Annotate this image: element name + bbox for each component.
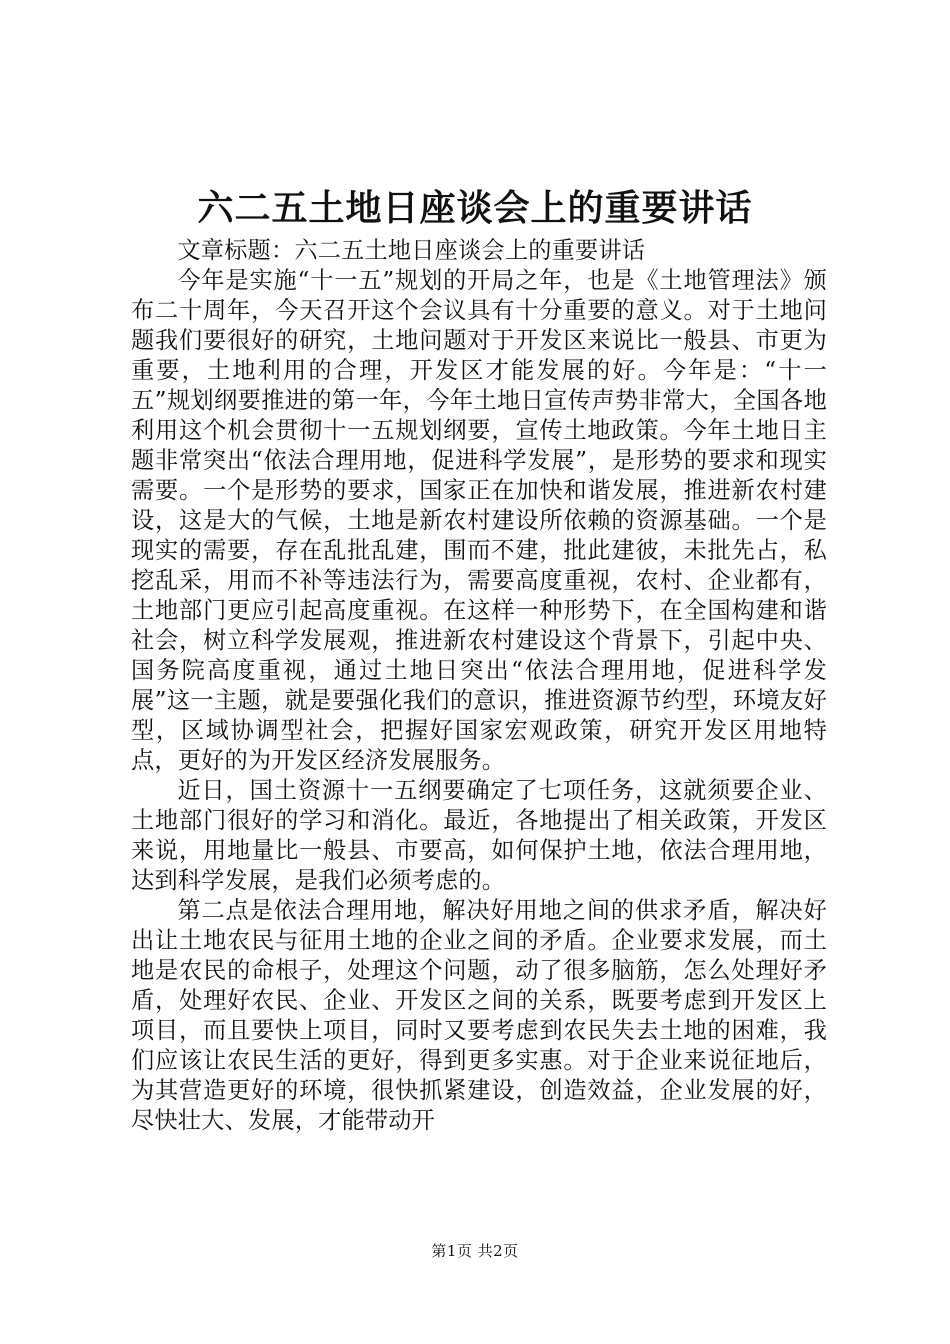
page-number-footer: 第1页 共2页 (431, 1242, 519, 1260)
paragraph: 今年是实施“十一五”规划的开局之年，也是《土地管理法》颁布二十周年，今天召开这个会议具有十分重要的意义。对于土地问题我们要很好的研究，土地问题对于开发区来说比一般县、市更为重要，土地利用的合理，开发区才能发展的好。今年是：“十一五”规划纲要推进的第一年，今年土地日宣传声势非常大，全国各地利用这个机会贯彻十一五规划纲要，宣传土地政策。今年土地日主题非常突出“依法合理用地，促进科学发展”，是形势的要求和现实需要。一个是形势的要求，国家正在加快和谐发展，推进新农村建设，这是大的气候，土地是新农村建设所依赖的资源基础。一个是现实的需要，存在乱批乱建，围而不建，批此建彼，未批先占，私挖乱采，用而不补等违法行为，需要高度重视，农村、企业都有，土地部门更应引起高度重视。在这样一种形势下，在全国构建和谐社会，树立科学发展观，推进新农村建设这个背景下，引起中央、国务院高度重视，通过土地日突出“依法合理用地，促进科学发展”这一主题，就是要强化我们的意识，推进资源节约型，环境友好型，区域协调型社会，把握好国家宏观政策，研究开发区用地特点，更好的为开发区经济发展服务。 (131, 267, 827, 774)
paragraph: 第二点是依法合理用地，解决好用地之间的供求矛盾，解决好出让土地农民与征用土地的企业之间的矛盾。企业要求发展，而土地是农民的命根子，处理这个问题，动了很多脑筋，怎么处理好矛盾，处理好农民、企业、开发区之间的关系，既要考虑到开发区上项目，而且要快上项目，同时又要考虑到农民失去土地的困难，我们应该让农民生活的更好，得到更多实惠。对于企业来说征地后，为其营造更好的环境，很快抓紧建设，创造效益，企业发展的好，尽快壮大、发展，才能带动开 (131, 897, 827, 1134)
document-body (131, 236, 827, 1136)
paragraph: 近日，国土资源十一五纲要确定了七项任务，这就须要企业、土地部门很好的学习和消化。最近，各地提出了相关政策，开发区来说，用地量比一般县、市要高，如何保护土地，依法合理用地，达到科学发展，是我们必须考虑的。 (131, 777, 827, 894)
paragraph-article-title: 文章标题：六二五土地日座谈会上的重要讲话 (177, 237, 646, 264)
page-title: 六二五土地日座谈会上的重要讲话 (197, 187, 753, 229)
